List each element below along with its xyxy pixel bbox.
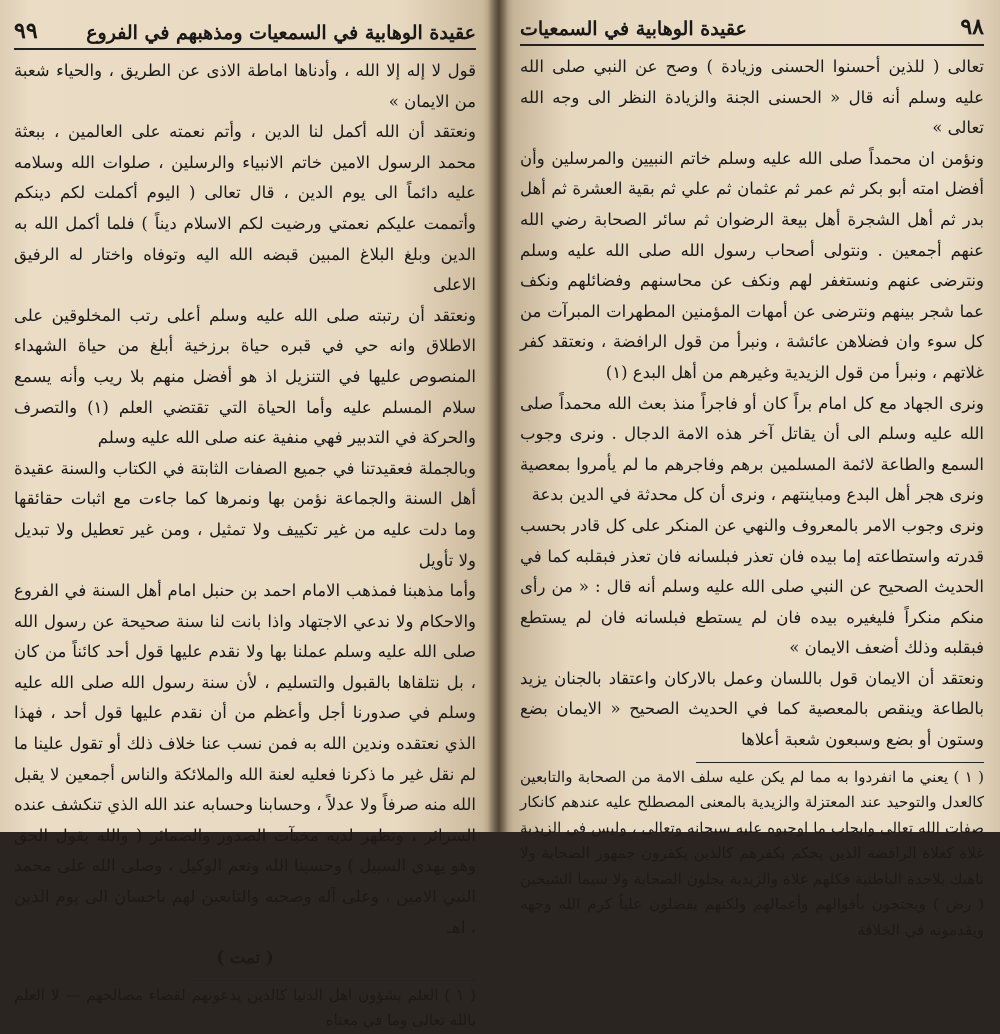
paragraph: ونعتقد أن رتبته صلى الله عليه وسلم أعلى رتب المخلوقين على الاطلاق وانه حي في قبره حياة برزخية أبلغ من حياة الشهداء المنصوص عليها في التنزيل اذ هو أفضل منهم بلا ريب وأنه يسمع سلام المسلم عليه وأما الحياة التي تقتضي العلم (١) والتصرف والحركة في التدبير فهي منفية عنه صلى الله عليه وسلم xyxy=(14,305,476,448)
left-page-footnotes xyxy=(14,983,476,1034)
footnote: ( ١ ) يعني ما انفردوا به مما لم يكن عليه سلف الامة من الصحابة والتابعين كالعدل والتوحيد عند المعتزلة والزيدية بالمعنى المصطلح عليه عندهم كانكار صفات الله تعالى وايجاب ما اوجبوه عليه سبحانه وتعالى ، وليس في الزيدية غلاة كغلاة الرافضة الذين يحكم بكفرهم كالذين يكفرون جمهور الصحابة ولا ناهيك بلاحدة الباطنية فكلهم غلاة والزيدية يجلون الصحابة ولا سيما الشيخين ( رض ) ويحتجون بأقوالهم وأعمالهم ولكنهم يفضلون علياً كرم الله وجهه ويقدمونه في الخلافة xyxy=(520,767,985,939)
paragraph: تعالى ( للذين أحسنوا الحسنى وزيادة ) وصح عن النبي صلى الله عليه وسلم أنه قال « الحسنى الجنة والزيادة النظر الى وجه الله تعالى » xyxy=(520,57,984,138)
paragraph: ونرى وجوب الامر بالمعروف والنهي عن المنكر على كل قادر بحسب قدرته واستطاعته إما بيده فان تعذر فبلسانه فان تعذر فبقلبه كما في الحديث الصحيح عن النبي صلى الله عليه وسلم أنه قال : « من رأى منكم منكراً فليغيره بيده فان لم يستطع فبلسانه فان لم يستطع فبقلبه وذلك أضعف الايمان » xyxy=(520,515,984,658)
left-page-header xyxy=(14,18,476,50)
page-number: ٩٨ xyxy=(960,14,984,40)
right-page-header xyxy=(520,14,984,46)
book-gutter xyxy=(488,0,508,832)
left-page xyxy=(0,0,498,1030)
end-mark: ( تمت ) xyxy=(216,948,274,968)
paragraph: ونعتقد أن الايمان قول باللسان وعمل بالاركان واعتقاد بالجنان يزيد بالطاعة وينقص بالمعصية كما في الحديث الصحيح « الايمان بضع وستون أو بضع وسبعون شعبة أعلاها xyxy=(520,668,984,750)
page-number: ٩٩ xyxy=(14,18,38,44)
left-page-body xyxy=(14,56,476,974)
paragraph: وأما مذهبنا فمذهب الامام احمد بن حنبل امام أهل السنة في الفروع والاحكام ولا ندعي الاجتهاد واذا بانت لنا سنة صحيحة عن رسول الله صلى الله عليه وسلم عملنا بها ولا نقدم عليها قول أحد كائناً من كان ، بل نتلقاها بالقبول والتسليم ، لأن سنة رسول الله صلى الله عليه وسلم في صدورنا أجل وأعظم من أن نقدم عليها قول أحد ، فهذا الذي نعتقده وندين الله به فمن نسب عنا خلاف ذلك أو تقول علينا ما لم نقل غير ما ذكرنا فعليه لعنة الله والملائكة والناس أجمعين لا يقبل الله منه صرفاً ولا عدلاً ، وحسابنا وحسابه عند الله الذي تنكشف عنده السرائر ، وتظهر لديه مخبآت الصدور والضمائر ( والله يقول الحق وهو يهدي السبيل ) وحسبنا الله ونعم الوكيل ، وصلى الله على محمد النبي الامين ، وعلى آله وصحبه والتابعين لهم باحسان الى يوم الدين ، اهـ xyxy=(14,581,476,937)
right-page xyxy=(498,0,1000,939)
running-title: عقيدة الوهابية في السمعيات ومذهبهم في الفروع xyxy=(86,22,476,44)
right-page-footnotes xyxy=(520,765,984,944)
running-title: عقيدة الوهابية في السمعيات xyxy=(520,18,747,40)
paragraph: ونرى الجهاد مع كل امام براً كان أو فاجراً منذ بعث الله محمداً صلى الله عليه وسلم الى أن يقاتل آخر هذه الامة الدجال . ونرى وجوب السمع والطاعة لائمة المسلمين برهم وفاجرهم ما لم يأمروا بمعصية ونرى هجر أهل البدع ومباينتهم ، ونرى أن كل محدثة في الدين بدعة xyxy=(520,393,984,505)
paragraph: وبالجملة فعقيدتنا في جميع الصفات الثابتة في الكتاب والسنة عقيدة أهل السنة والجماعة نؤمن بها ونمرها كما جاءت مع اثبات حقائقها وما دلت عليه من غير تكييف ولا تمثيل ، ومن غير تعطيل ولا تبديل ولا تأويل xyxy=(14,458,476,570)
footnote: ( ١ ) العلم بشؤون اهل الدنيا كالذين يدعونهم لقضاء مصالحهم — لا العلم بالله تعالى وما في معناه xyxy=(14,985,476,1030)
footnote-divider xyxy=(14,980,476,981)
footnote-divider xyxy=(520,762,984,763)
right-page-body xyxy=(520,52,984,756)
paragraph: قول لا إله إلا الله ، وأدناها اماطة الاذى عن الطريق ، والحياء شعبة من الايمان » xyxy=(14,61,476,111)
paragraph: ونعتقد أن الله أكمل لنا الدين ، وأتم نعمته على العالمين ، ببعثة محمد الرسول الامين خاتم الانبياء والرسلين ، صلوات الله وسلامه عليه دائماً الى يوم الدين ، قال تعالى ( اليوم أكملت لكم دينكم وأتممت عليكم نعمتي ورضيت لكم الاسلام ديناً ) فلما أكمل الله به الدين وبلغ البلاغ المبين قبضه الله اليه وتوفاه واختار له الرفيق الاعلى xyxy=(14,122,476,295)
paragraph: ونؤمن ان محمداً صلى الله عليه وسلم خاتم النبيين والمرسلين وأن أفضل امته أبو بكر ثم عمر ثم عثمان ثم علي ثم بقية العشرة ثم أهل بدر ثم أهل الشجرة أهل بيعة الرضوان ثم سائر الصحابة رضي الله عنهم أجمعين . ونتولى أصحاب رسول الله صلى الله عليه وسلم ونترضى عنهم ونستغفر لهم ونكف عن محاسنهم وفضائلهم ونكف عما شجر بينهم ونترضى عن أمهات المؤمنين المطهرات المبرآت من كل سوء وان فضلاهن عائشة ، ونبرأ من قول الرافضة ، ونعتقد كفر غلاتهم ، ونبرأ من قول الزيدية وغيرهم من أهل البدع (١) xyxy=(520,148,984,382)
